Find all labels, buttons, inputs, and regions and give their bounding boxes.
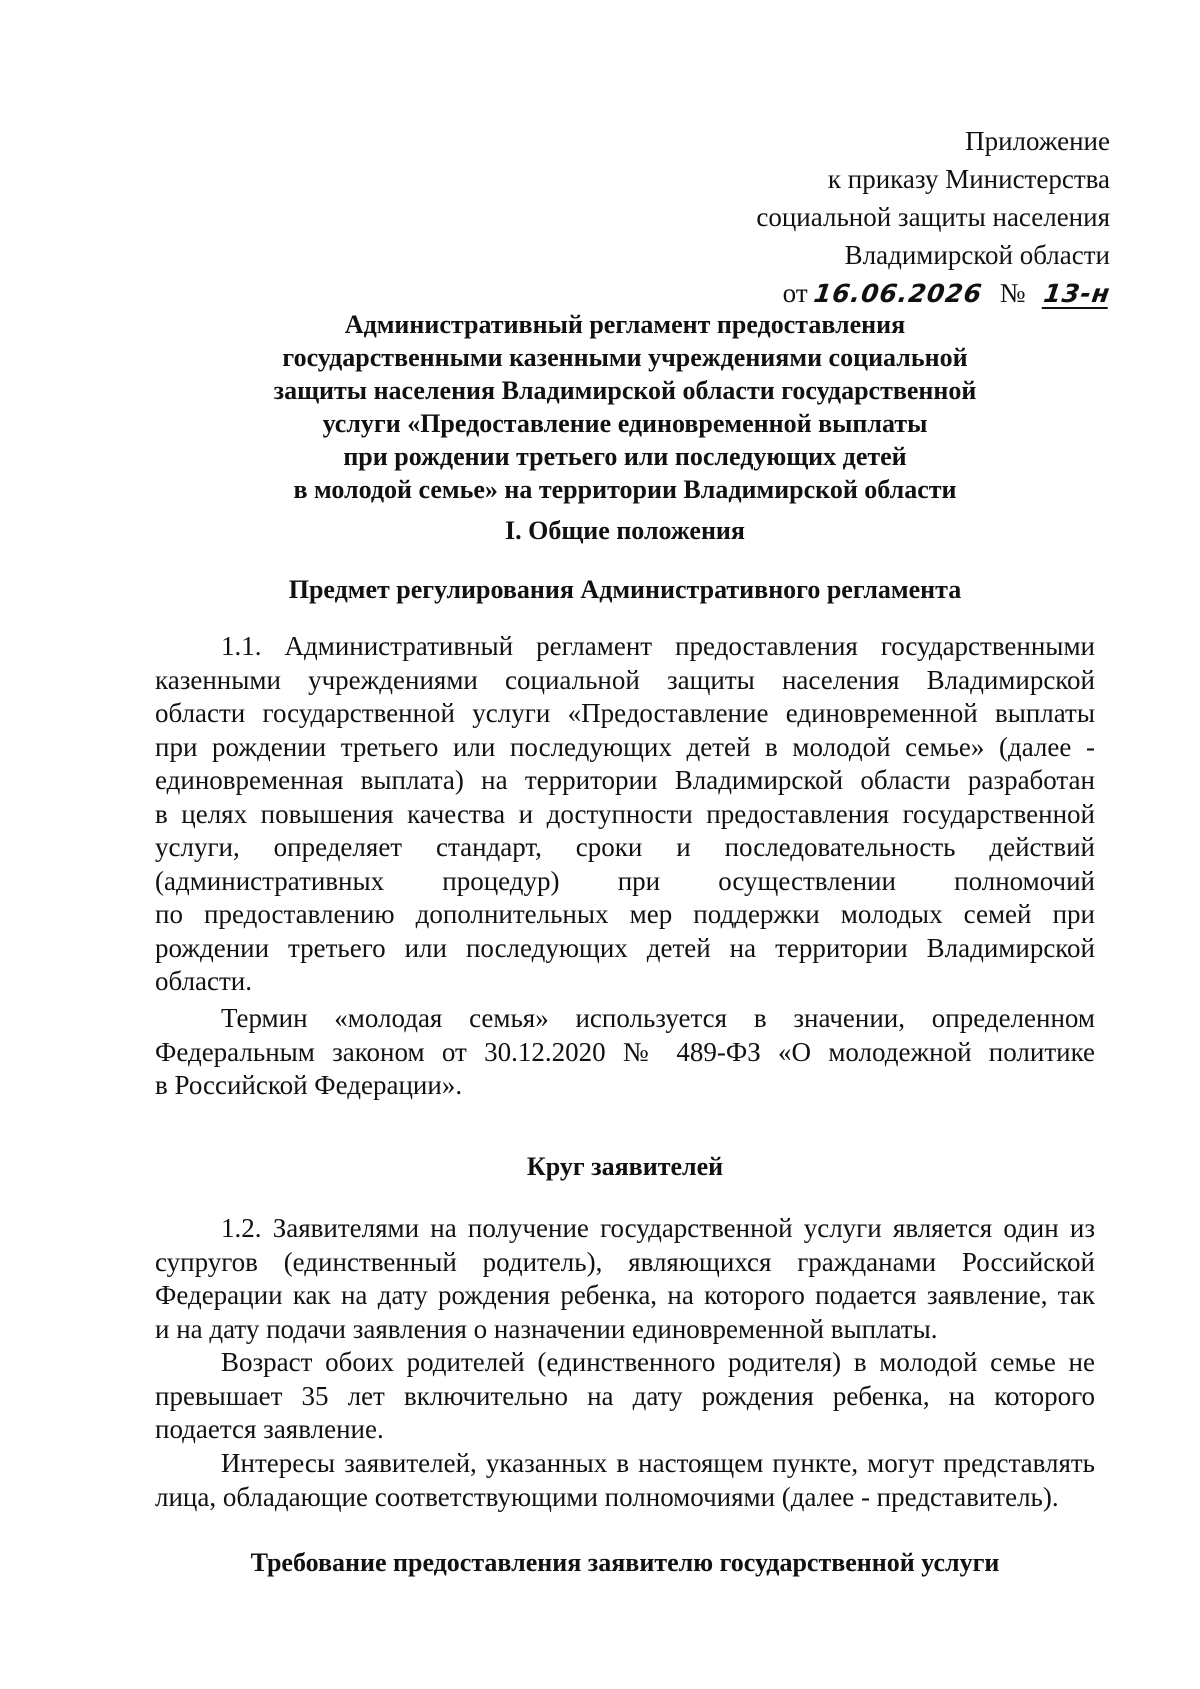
paragraph-line: Интересы заявителей, указанных в настоящем пункте, могут представлять	[221, 1448, 1095, 1478]
appendix-block	[756, 122, 1110, 313]
paragraph-line: рождении третьего или последующих детей на территории Владимирской	[155, 932, 1095, 963]
title-line: Административный регламент предоставления	[344, 310, 906, 339]
title-line: при рождении третьего или последующих детей	[343, 442, 907, 471]
paragraph-line: по предоставлению дополнительных мер поддержки молодых семей при	[155, 899, 1095, 929]
paragraph-line: в целях повышения качества и доступности предоставления государственной	[155, 798, 1095, 829]
subsection-heading-applicants: Круг заявителей	[526, 1152, 724, 1181]
paragraph-line: единовременная выплата) на территории Владимирской области разработан	[155, 765, 1095, 795]
paragraph-line: лица, обладающие соответствующими полномочиями (далее - представитель).	[155, 1481, 1059, 1512]
paragraph-line: казенными учреждениями социальной защиты населения Владимирской	[155, 664, 1095, 695]
paragraph-line: области государственной услуги «Предоставление единовременной выплаты	[155, 698, 1095, 728]
paragraph-age	[155, 1346, 1095, 1447]
paragraph-line: превышает 35 лет включительно на дату рождения ребенка, на которого	[155, 1380, 1095, 1411]
number-sign: №	[999, 278, 1026, 308]
appendix-line: социальной защиты населения	[756, 202, 1110, 232]
title-line: государственными казенными учреждениями социальной	[282, 343, 968, 372]
paragraph-line: услуги, определяет стандарт, сроки и последовательность действий	[155, 832, 1095, 862]
paragraph-line: супругов (единственный родитель), являющихся гражданами Российской	[155, 1246, 1095, 1277]
paragraph-line: подается заявление.	[155, 1414, 384, 1444]
appendix-line: к приказу Министерства	[827, 164, 1110, 194]
paragraph-line: Термин «молодая семья» используется в значении, определенном	[221, 1003, 1095, 1033]
paragraph-line: 1.2. Заявителями на получение государственной услуги является один из	[221, 1213, 1095, 1243]
subsection-heading-requirement: Требование предоставления заявителю государственной услуги	[250, 1548, 1000, 1577]
paragraph-line: Возраст обоих родителей (единственного родителя) в молодой семье не	[221, 1347, 1095, 1377]
paragraph-1-1	[155, 630, 1095, 999]
paragraph-line: в Российской Федерации».	[155, 1070, 463, 1100]
paragraph-line: области.	[155, 966, 253, 996]
subsection-heading-subject: Предмет регулирования Административного регламента	[288, 575, 962, 604]
paragraph-line: (административных процедур) при осуществлении полномочий	[155, 865, 1095, 896]
document-title	[150, 308, 1100, 506]
appendix-line: Владимирской области	[844, 240, 1110, 270]
title-line: защиты населения Владимирской области государственной	[273, 376, 977, 405]
handwritten-number: 13-н	[1041, 275, 1112, 309]
section-heading: I. Общие положения	[505, 516, 745, 545]
handwritten-date: 16.06.2026	[811, 279, 984, 308]
appendix-line: Приложение	[965, 126, 1110, 156]
paragraph-term	[155, 1002, 1095, 1103]
paragraph-line: и на дату подачи заявления о назначении единовременной выплаты.	[155, 1313, 938, 1344]
paragraph-1-2	[155, 1212, 1095, 1346]
paragraph-line: Федеральным законом от 30.12.2020 № 489-ФЗ «О молодежной политике	[155, 1036, 1095, 1067]
date-prefix: от	[782, 278, 808, 308]
paragraph-line: 1.1. Административный регламент предоставления государственными	[221, 631, 1095, 661]
paragraph-representatives	[155, 1447, 1095, 1514]
title-line: в молодой семье» на территории Владимирской области	[293, 475, 957, 504]
paragraph-line: Федерации как на дату рождения ребенка, на которого подается заявление, так	[155, 1280, 1095, 1310]
paragraph-line: при рождении третьего или последующих детей в молодой семье» (далее -	[155, 731, 1095, 762]
title-line: услуги «Предоставление единовременной выплаты	[322, 409, 928, 438]
